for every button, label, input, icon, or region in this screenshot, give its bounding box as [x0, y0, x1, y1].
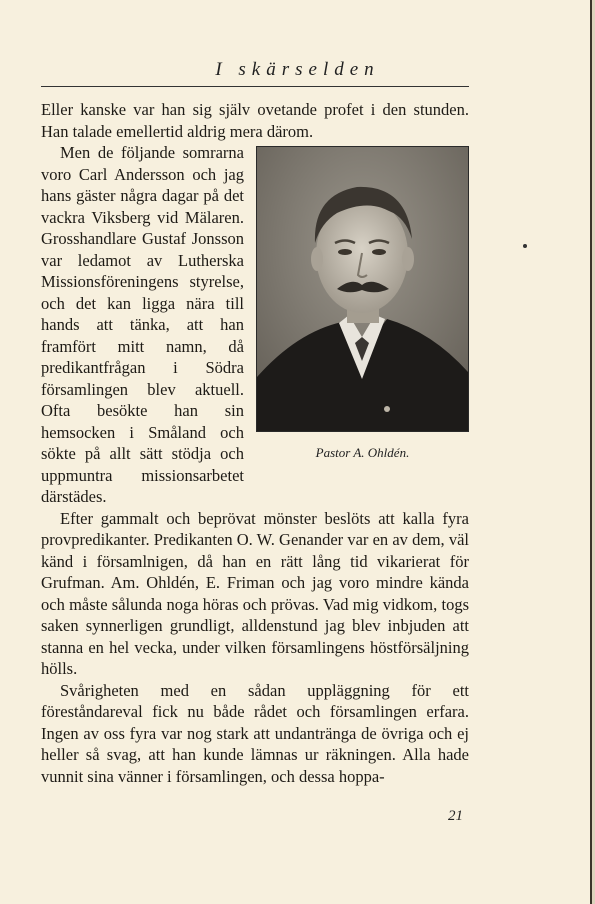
paragraph-1: Eller kanske var han sig själv ovetande profet i den stunden. Han talade emellertid aldrig mera därom. [41, 100, 469, 141]
portrait-figure [256, 146, 469, 461]
paragraph-2: Men de följande somrarna voro Carl Andersson och jag hans gäster några dagar på det vackra Viksberg vid Mälaren. Grosshandlare Gustaf Jonsson var ledamot av Lutherska Missionsföreningens styrelse, och det kan ligga nära till hands att tänka, att han framfört mitt namn, då predikantfrågan i Södra församlingen blev aktuell. Ofta besökte han sin hemsocken i Småland och sökte på allt sätt stödja och uppmuntra missionsarbetet därstädes. [41, 143, 244, 506]
portrait-photo [256, 146, 469, 432]
running-header: I skärselden [215, 59, 380, 80]
portrait-caption: Pastor A. Ohldén. [315, 445, 410, 460]
paragraph-2-block [41, 142, 469, 508]
page-edge [590, 0, 592, 904]
paragraph-3: Efter gammalt och beprövat mönster beslöts att kalla fyra provpredikanter. Predikanten O. W. Genander var en av dem, väl känd i församlnigen, då han en rätt lång tid vikarierat för Grufman. Am. Ohldén, E. Friman och jag voro mindre kända och måste sålunda noga höras och prövas. Vad mig vidkom, togs saken synnerligen grundligt, alldenstund jag blev inbjuden att stanna en hel vecka, under vilken församlingens höstförsäljning hölls. [41, 508, 469, 678]
page-number: 21 [448, 808, 463, 824]
body-text [41, 99, 469, 787]
paragraph-4: Svårigheten med en sådan uppläggning för ett föreståndareval fick nu både rådet och församlingen erfara. Ingen av oss fyra var nog stark att undantränga de övriga och ej heller så svag, att han kunde lämnas ur räkningen. Alla hade vunnit sina vänner i församlingen, och dessa hoppa- [41, 680, 469, 786]
stray-mark [523, 244, 527, 248]
header-rule [41, 86, 469, 87]
